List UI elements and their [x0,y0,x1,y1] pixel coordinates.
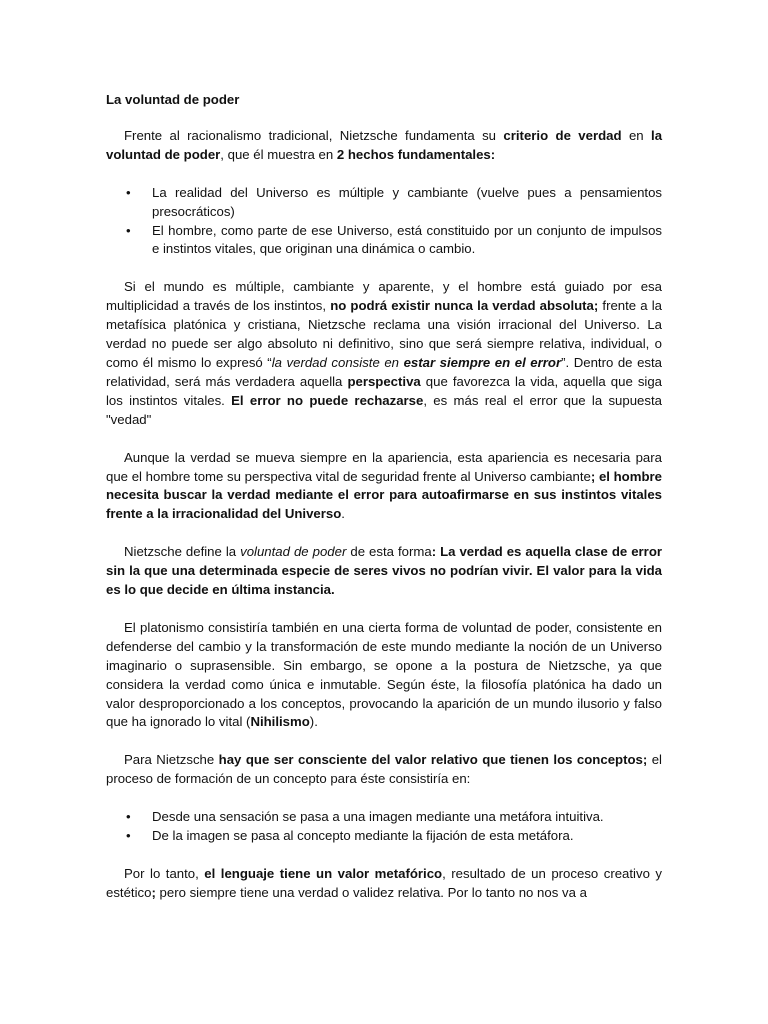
paragraph-4-italic-b: voluntad de poder [240,544,347,560]
paragraph-1-bold-f: 2 hechos fundamentales: [336,146,496,162]
paragraph-4-text-c: de esta forma [346,544,432,560]
paragraph-4-text-a: Nietzsche define la [124,544,241,560]
paragraph-6 [106,751,662,789]
paragraph-1 [106,127,662,165]
paragraph-2-bold-italic-e: estar siempre en el error [403,354,562,370]
list-item-text: De la imagen se pasa al concepto mediante la fijación de esta metáfora. [152,828,574,844]
paragraph-1-bold-b: criterio de verdad [503,127,622,143]
list-item [106,184,662,222]
list-item [106,808,662,827]
paragraph-5 [106,619,662,732]
document-title: La voluntad de poder [106,92,240,107]
paragraph-7-text-a: Por lo tanto, [124,866,205,881]
paragraph-2-italic-d: la verdad consiste en [271,354,404,370]
paragraph-2-bold-i: El error no puede rechazarse [231,392,424,408]
paragraph-7-bold-b: el lenguaje tiene un valor metafórico [204,866,443,881]
bullet-icon: • [126,222,131,238]
paragraph-2-text-a: Si el mundo es múltiple, cambiante y aparente, y el hombre está guiado por esa multiplicidad a través de los instintos, [106,279,662,314]
list-item [106,222,662,260]
bullet-icon: • [126,809,131,825]
bullet-list-2 [106,808,662,846]
list-item [106,827,662,846]
paragraph-5-bold-b: Nihilismo [250,714,310,730]
paragraph-2-text-h: que favorezca la vida, aquella que siga los instintos vitales. [106,373,663,408]
paragraph-2-text-c: frente a la metafísica platónica y cristiana, Nietzsche reclama una visión irracional del Universo. La verdad no puede ser algo absoluto ni definitivo, sino que será siempre relativa, individual, o como él mismo lo expresó “ [106,298,662,370]
paragraph-6-bold-b: hay que ser consciente del valor relativo que tienen los conceptos; [218,752,648,768]
paragraph-6-text-c: el proceso de formación de un concepto para éste consistiría en: [106,752,662,787]
list-item-text: El hombre, como parte de ese Universo, está constituido por un conjunto de impulsos e instintos vitales, que originan una dinámica o cambio. [152,222,662,257]
paragraph-3-text-c: . [341,506,345,522]
paragraph-7 [106,865,662,903]
paragraph-2-bold-g: perspectiva [347,373,421,389]
list-item-text: Desde una sensación se pasa a una imagen mediante una metáfora intuitiva. [152,809,604,825]
paragraph-2-text-j: , es más real el error que la supuesta "vedad" [106,392,662,427]
paragraph-6-text-a: Para Nietzsche [124,752,219,768]
paragraph-2 [106,278,662,429]
paragraph-5-text-c: ). [309,714,318,730]
paragraph-3-bold-b: ; el hombre necesita buscar la verdad mediante el error para autoafirmarse en sus instintos vitales frente a la irracionalidad del Universo [106,468,662,522]
paragraph-7-text-c: , resultado de un proceso creativo y estético [106,866,663,900]
paragraph-1-bold-d: la voluntad de poder [106,127,663,162]
list-item-text: La realidad del Universo es múltiple y cambiante (vuelve pues a pensamientos presocráticos) [152,184,662,219]
bullet-icon: • [126,184,131,200]
paragraph-1-text-a: Frente al racionalismo tradicional, Nietzsche fundamenta su [124,127,504,143]
paragraph-1-text-c: en [621,127,652,143]
paragraph-2-bold-b: no podrá existir nunca la verdad absoluta; [330,298,599,314]
paragraph-4-bold-d: : La verdad es aquella clase de error sin la que una determinada especie de seres vivos no podrían vivir. El valor para la vida es lo que decide en última instancia. [106,544,663,598]
paragraph-2-text-f: ”. Dentro de esta relatividad, será más verdadera aquella [106,354,662,389]
bullet-list-1 [106,184,662,260]
paragraph-1-text-e: , que él muestra en [220,146,337,162]
paragraph-7-text-e: pero siempre tiene una verdad o validez relativa. Por lo tanto no nos va a [155,884,587,900]
paragraph-5-text-a: El platonismo consistiría también en una cierta forma de voluntad de poder, consistente en defenderse del cambio y la transformación de este mundo mediante la noción de un Universo imaginario o suprasensible. Sin embargo, se opone a la postura de Nietzsche, ya que considera la verdad como única e inmutable. Según éste, la filosofía platónica ha dado un valor desproporcionado a los conceptos, provocando la aparición de un mundo ilusorio y falso que ha ignorado lo vital ( [106,619,662,730]
bullet-icon: • [126,828,131,844]
paragraph-7-bold-d: ; [151,884,156,900]
paragraph-3-text-a: Aunque la verdad se mueva siempre en la apariencia, esta apariencia es necesaria para que el hombre tome su perspectiva vital de seguridad frente al Universo cambiante [106,449,662,484]
paragraph-4 [106,543,662,600]
paragraph-3 [106,449,662,525]
